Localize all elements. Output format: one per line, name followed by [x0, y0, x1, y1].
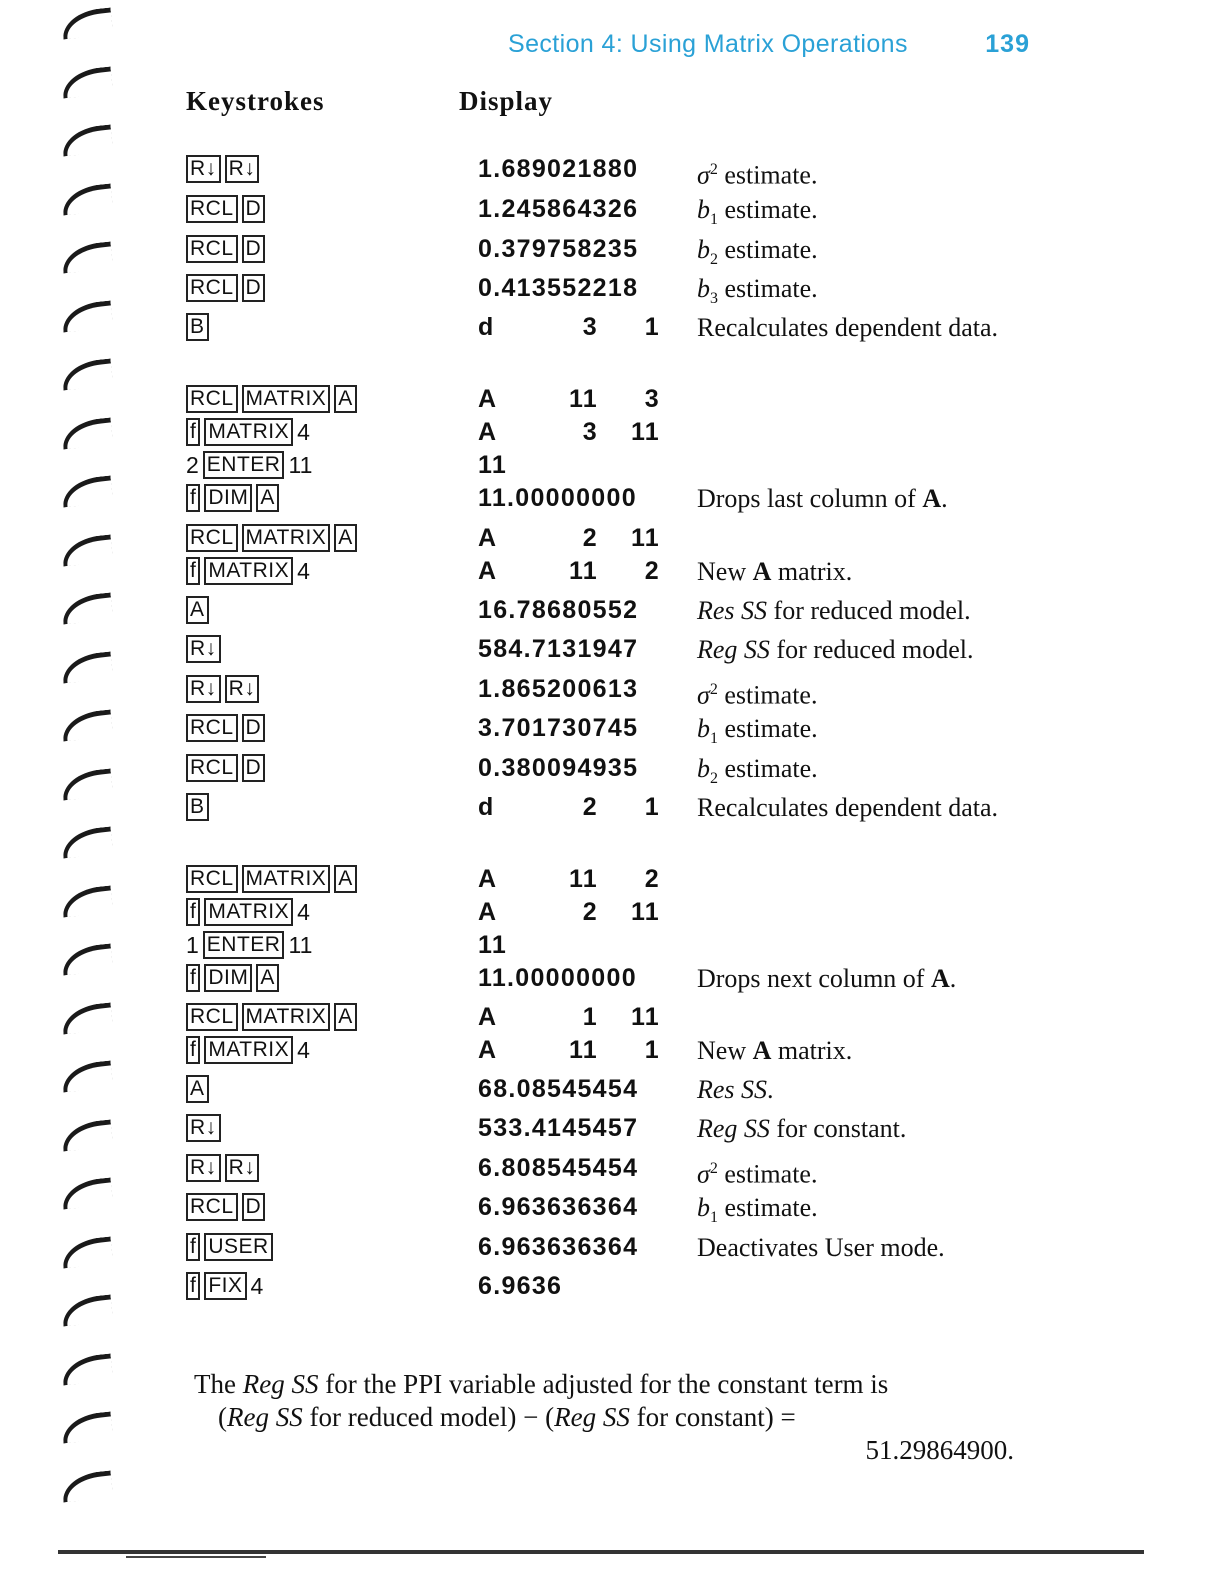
display-value: 11.00000000 — [478, 964, 637, 992]
calculator-key: f — [186, 898, 200, 926]
calculator-key: RCL — [186, 865, 238, 893]
display-value: 2 — [644, 557, 660, 585]
comment-text: Drops last column of — [697, 484, 923, 513]
row-comment — [697, 674, 1027, 712]
table-row — [0, 1271, 1224, 1305]
display-value: 3.701730745 — [478, 714, 639, 742]
display-readout — [478, 713, 662, 747]
display-readout — [478, 384, 662, 418]
row-comment — [697, 312, 1027, 344]
display-readout — [478, 556, 662, 590]
display-value: d — [478, 793, 495, 821]
display-value: d — [478, 313, 495, 341]
comment-text: Drops next column of — [697, 964, 931, 993]
math-symbol: σ — [697, 680, 710, 710]
calculator-key: A — [256, 484, 279, 512]
display-value: 6.963636364 — [478, 1233, 639, 1261]
subscript: 1 — [710, 211, 718, 229]
calculator-key: MATRIX — [242, 865, 331, 893]
footer-result: 51.29864900. — [865, 1435, 1014, 1465]
superscript: 2 — [709, 1160, 718, 1177]
row-comment — [697, 1113, 1027, 1145]
table-row — [0, 194, 1224, 228]
keystroke-sequence — [186, 194, 269, 224]
calculator-key: MATRIX — [204, 1036, 293, 1064]
keystroke-sequence — [186, 634, 225, 664]
display-value: 1.865200613 — [478, 675, 639, 703]
spiral-ring — [61, 1353, 114, 1385]
subscript: 2 — [710, 251, 718, 269]
math-symbol: b — [697, 274, 710, 303]
keystroke-digits: 4 — [297, 557, 310, 584]
comment-text: estimate. — [724, 195, 818, 224]
calculator-key: B — [186, 313, 209, 341]
table-row — [0, 234, 1224, 268]
row-comment — [697, 1232, 1027, 1264]
display-readout — [478, 417, 662, 451]
display-heading: Display — [459, 86, 554, 116]
row-comment — [697, 595, 1027, 627]
calculator-key: D — [242, 1193, 266, 1221]
keystroke-digits: 1 — [186, 931, 199, 958]
display-value: 1.245864326 — [478, 195, 639, 223]
table-row — [0, 1113, 1224, 1147]
display-value: 3 — [582, 313, 598, 341]
math-symbol: b — [697, 195, 710, 224]
calculator-key: RCL — [186, 1193, 238, 1221]
table-row — [0, 930, 1224, 964]
superscript: 2 — [709, 161, 718, 178]
row-comment — [697, 194, 1027, 236]
display-value: 68.08545454 — [478, 1075, 639, 1103]
keystroke-digits: 2 — [186, 451, 199, 478]
display-value: 0.413552218 — [478, 274, 639, 302]
display-readout — [478, 1002, 662, 1036]
display-value: 11 — [568, 385, 598, 413]
math-symbol: σ — [697, 1159, 710, 1189]
comment-text: estimate. — [724, 235, 818, 264]
comment-text: estimate. — [724, 274, 818, 303]
display-value: 2 — [644, 865, 660, 893]
row-comment — [697, 1035, 1027, 1067]
keystroke-sequence — [186, 1113, 225, 1143]
display-readout — [478, 1153, 662, 1187]
table-row — [0, 792, 1224, 826]
comment-text: Recalculates dependent data. — [697, 313, 999, 342]
table-row — [0, 450, 1224, 484]
calculator-key: A — [334, 385, 357, 413]
calculator-key: RCL — [186, 235, 238, 263]
calculator-key: DIM — [204, 484, 252, 512]
spiral-ring — [61, 7, 114, 39]
display-value: 2 — [582, 524, 598, 552]
keystroke-sequence — [186, 930, 316, 960]
row-comment — [697, 963, 1027, 995]
spiral-ring — [61, 66, 114, 98]
footer-line-2: (Reg SS for reduced model) − (Reg SS for constant) = — [218, 1402, 796, 1432]
table-row — [0, 963, 1224, 997]
table-row — [0, 595, 1224, 629]
comment-text: estimate. — [724, 754, 818, 783]
display-readout — [478, 595, 662, 629]
spiral-ring — [61, 124, 114, 156]
footer-line-1: The Reg SS for the PPI variable adjusted for the constant term is — [194, 1369, 889, 1399]
subscript: 3 — [710, 290, 718, 308]
calculator-key: RCL — [186, 524, 238, 552]
keystroke-digits: 11 — [288, 931, 313, 958]
math-symbol: b — [697, 714, 710, 743]
keystroke-sequence — [186, 897, 314, 927]
table-row — [0, 523, 1224, 557]
italic-term: Res SS — [697, 1075, 768, 1104]
row-comment — [697, 1153, 1027, 1191]
keystroke-sequence — [186, 963, 283, 993]
calculator-key: A — [334, 865, 357, 893]
matrix-name: A — [752, 1036, 772, 1065]
display-value: 16.78680552 — [478, 596, 639, 624]
display-readout — [478, 897, 662, 931]
display-value: 0.379758235 — [478, 235, 639, 263]
comment-text: New — [697, 1036, 753, 1065]
table-row — [0, 384, 1224, 418]
math-symbol: b — [697, 235, 710, 264]
keystroke-sequence — [186, 1192, 269, 1222]
comment-text: for reduced model. — [769, 635, 974, 664]
display-readout — [478, 273, 662, 307]
display-readout — [478, 930, 662, 964]
row-comment — [697, 483, 1027, 515]
keystroke-digits: 4 — [297, 898, 310, 925]
display-readout — [478, 523, 662, 557]
calculator-key: R↓ — [225, 675, 260, 703]
display-readout — [478, 1113, 662, 1147]
calculator-key: ENTER — [203, 931, 285, 959]
display-value: 1 — [644, 313, 660, 341]
italic-term: Reg SS — [697, 635, 770, 664]
keystroke-sequence — [186, 483, 283, 513]
comment-text: estimate. — [724, 680, 818, 710]
calculator-key: A — [186, 596, 209, 624]
display-value: A — [478, 557, 498, 585]
keystroke-sequence — [186, 1074, 213, 1104]
display-value: 11 — [568, 1036, 598, 1064]
display-value: 6.963636364 — [478, 1193, 639, 1221]
calculator-key: RCL — [186, 1003, 238, 1031]
calculator-key: D — [242, 714, 266, 742]
math-symbol: b — [697, 754, 710, 783]
math-symbol: σ — [697, 160, 710, 190]
spiral-ring — [61, 1470, 114, 1502]
keystroke-sequence — [186, 864, 361, 894]
table-row — [0, 483, 1224, 517]
table-row — [0, 312, 1224, 346]
keystroke-sequence — [186, 556, 314, 586]
display-readout — [478, 1192, 662, 1226]
calculator-key: R↓ — [186, 1154, 221, 1182]
row-comment — [697, 713, 1027, 755]
comment-text: Deactivates User mode. — [697, 1233, 945, 1262]
display-readout — [478, 1232, 662, 1266]
row-comment — [697, 753, 1027, 795]
comment-tail: . — [949, 964, 957, 993]
table-row — [0, 674, 1224, 708]
display-value: 584.7131947 — [478, 635, 639, 663]
display-value: 11 — [478, 931, 508, 959]
display-readout — [478, 674, 662, 708]
calculator-key: MATRIX — [242, 385, 331, 413]
display-value: A — [478, 524, 498, 552]
keystroke-sequence — [186, 1153, 263, 1183]
calculator-key: R↓ — [186, 1114, 221, 1142]
display-readout — [478, 753, 662, 787]
keystrokes-heading: Keystrokes — [186, 86, 325, 116]
display-readout — [478, 963, 662, 997]
table-row — [0, 1074, 1224, 1108]
display-value: 11 — [630, 898, 660, 926]
display-value: A — [478, 865, 498, 893]
display-readout — [478, 1035, 662, 1069]
table-row — [0, 864, 1224, 898]
table-row — [0, 753, 1224, 787]
keystroke-sequence — [186, 595, 213, 625]
comment-tail: matrix. — [771, 557, 853, 586]
display-value: 11 — [568, 557, 598, 585]
calculator-key: A — [334, 524, 357, 552]
display-readout — [478, 864, 662, 898]
row-comment — [697, 1074, 1027, 1106]
display-value: 3 — [644, 385, 660, 413]
calculator-key: R↓ — [186, 155, 221, 183]
calculator-key: RCL — [186, 754, 238, 782]
calculator-key: R↓ — [186, 635, 221, 663]
calculator-key: f — [186, 484, 200, 512]
keystroke-sequence — [186, 234, 269, 264]
superscript: 2 — [709, 681, 718, 698]
comment-text: estimate. — [724, 1159, 818, 1189]
table-row — [0, 897, 1224, 931]
row-comment — [697, 154, 1027, 192]
display-value: 3 — [582, 418, 598, 446]
display-value: 533.4145457 — [478, 1114, 639, 1142]
subscript: 2 — [710, 770, 718, 788]
calculator-key: A — [186, 1075, 209, 1103]
display-readout — [478, 450, 662, 484]
comment-text: estimate. — [724, 160, 818, 190]
calculator-key: f — [186, 1036, 200, 1064]
comment-text: New — [697, 557, 753, 586]
calculator-key: f — [186, 418, 200, 446]
display-value: 1.689021880 — [478, 155, 639, 183]
table-row — [0, 556, 1224, 590]
display-value: A — [478, 898, 498, 926]
keystroke-sequence — [186, 713, 269, 743]
comment-text: . — [767, 1075, 774, 1104]
display-readout — [478, 1074, 662, 1108]
display-value: 11.00000000 — [478, 484, 637, 512]
calculator-key: MATRIX — [242, 524, 331, 552]
comment-text: for constant. — [769, 1114, 907, 1143]
table-row — [0, 713, 1224, 747]
keystroke-digits: 4 — [250, 1272, 264, 1299]
table-row — [0, 1153, 1224, 1187]
matrix-name: A — [752, 557, 772, 586]
section-title: Section 4: Using Matrix Operations — [508, 30, 908, 58]
calculator-key: FIX — [204, 1272, 246, 1300]
calculator-key: f — [186, 1233, 200, 1261]
display-readout — [478, 194, 662, 228]
calculator-key: f — [186, 557, 200, 585]
display-readout — [478, 154, 662, 188]
display-value: 11 — [568, 865, 598, 893]
row-comment — [697, 1192, 1027, 1234]
comment-text: Recalculates dependent data. — [697, 793, 999, 822]
table-row — [0, 273, 1224, 307]
table-row — [0, 1192, 1224, 1226]
keystroke-sequence — [186, 312, 213, 342]
page-bottom-rule — [58, 1550, 1144, 1554]
table-row — [0, 1035, 1224, 1069]
keystroke-sequence — [186, 384, 361, 414]
display-value: 6.9636 — [478, 1272, 563, 1300]
display-value: 1 — [644, 793, 660, 821]
display-readout — [478, 312, 662, 346]
calculator-key: RCL — [186, 385, 238, 413]
subscript: 1 — [710, 730, 718, 748]
display-readout — [478, 1271, 662, 1305]
keystroke-sequence — [186, 1002, 361, 1032]
math-symbol: b — [697, 1193, 710, 1222]
subscript: 1 — [710, 1209, 718, 1227]
comment-text: for reduced model. — [767, 596, 971, 625]
display-value: A — [478, 1036, 498, 1064]
calculator-key: A — [334, 1003, 357, 1031]
comment-text: estimate. — [724, 714, 818, 743]
calculator-key: MATRIX — [204, 418, 293, 446]
calculator-key: RCL — [186, 714, 238, 742]
calculator-key: f — [186, 1272, 200, 1300]
calculator-key: B — [186, 793, 209, 821]
calculator-key: R↓ — [225, 1154, 260, 1182]
calculator-key: MATRIX — [204, 898, 293, 926]
display-value: 2 — [582, 898, 598, 926]
calculator-key: RCL — [186, 274, 238, 302]
matrix-name: A — [922, 484, 942, 513]
table-row — [0, 634, 1224, 668]
display-value: 1 — [582, 1003, 598, 1031]
calculator-key: MATRIX — [242, 1003, 331, 1031]
keystroke-digits: 4 — [297, 1036, 310, 1063]
calculator-key: R↓ — [186, 675, 221, 703]
keystroke-sequence — [186, 450, 316, 480]
row-comment — [697, 234, 1027, 276]
page-bottom-rule-short — [126, 1556, 266, 1558]
keystroke-digits: 4 — [297, 418, 310, 445]
page-header — [508, 30, 1030, 64]
calculator-key: DIM — [204, 964, 252, 992]
calculator-key: USER — [204, 1233, 272, 1261]
keystroke-sequence — [186, 1271, 267, 1301]
display-readout — [478, 234, 662, 268]
keystroke-sequence — [186, 417, 314, 447]
display-value: A — [478, 385, 498, 413]
calculator-key: D — [242, 754, 266, 782]
calculator-key: ENTER — [203, 451, 285, 479]
keystroke-sequence — [186, 753, 269, 783]
keystroke-sequence — [186, 674, 263, 704]
row-comment — [697, 634, 1027, 666]
matrix-name: A — [930, 964, 950, 993]
comment-tail: matrix. — [771, 1036, 853, 1065]
calculator-key: RCL — [186, 195, 238, 223]
display-value: 11 — [630, 1003, 660, 1031]
spiral-ring — [61, 1411, 114, 1443]
row-comment — [697, 273, 1027, 315]
display-value: A — [478, 418, 498, 446]
calculator-key: R↓ — [225, 155, 260, 183]
footer-note — [194, 1368, 1014, 1467]
display-value: 2 — [582, 793, 598, 821]
comment-tail: . — [941, 484, 948, 513]
italic-term: Res SS — [697, 596, 768, 625]
calculator-key: MATRIX — [204, 557, 293, 585]
display-value: 1 — [644, 1036, 660, 1064]
keystroke-sequence — [186, 1035, 314, 1065]
spiral-ring — [61, 826, 114, 858]
display-value: 0.380094935 — [478, 754, 639, 782]
comment-text: estimate. — [724, 1193, 818, 1222]
calculator-key: D — [242, 235, 266, 263]
row-comment — [697, 792, 1027, 824]
calculator-key: A — [256, 964, 279, 992]
display-value: 11 — [478, 451, 508, 479]
keystroke-sequence — [186, 273, 269, 303]
keystroke-sequence — [186, 154, 263, 184]
keystroke-sequence — [186, 792, 213, 822]
keystroke-sequence — [186, 523, 361, 553]
display-readout — [478, 634, 662, 668]
table-row — [0, 154, 1224, 188]
keystroke-digits: 11 — [288, 451, 313, 478]
display-value: 11 — [630, 418, 660, 446]
display-value: A — [478, 1003, 498, 1031]
table-row — [0, 1232, 1224, 1266]
display-value: 6.808545454 — [478, 1154, 639, 1182]
row-comment — [697, 556, 1027, 588]
calculator-key: f — [186, 964, 200, 992]
table-row — [0, 1002, 1224, 1036]
keystroke-sequence — [186, 1232, 277, 1262]
display-value: 11 — [630, 524, 660, 552]
page-number: 139 — [985, 30, 1030, 58]
calculator-key: D — [242, 274, 266, 302]
display-readout — [478, 792, 662, 826]
italic-term: Reg SS — [697, 1114, 770, 1143]
table-row — [0, 417, 1224, 451]
calculator-key: D — [242, 195, 266, 223]
display-readout — [478, 483, 662, 517]
